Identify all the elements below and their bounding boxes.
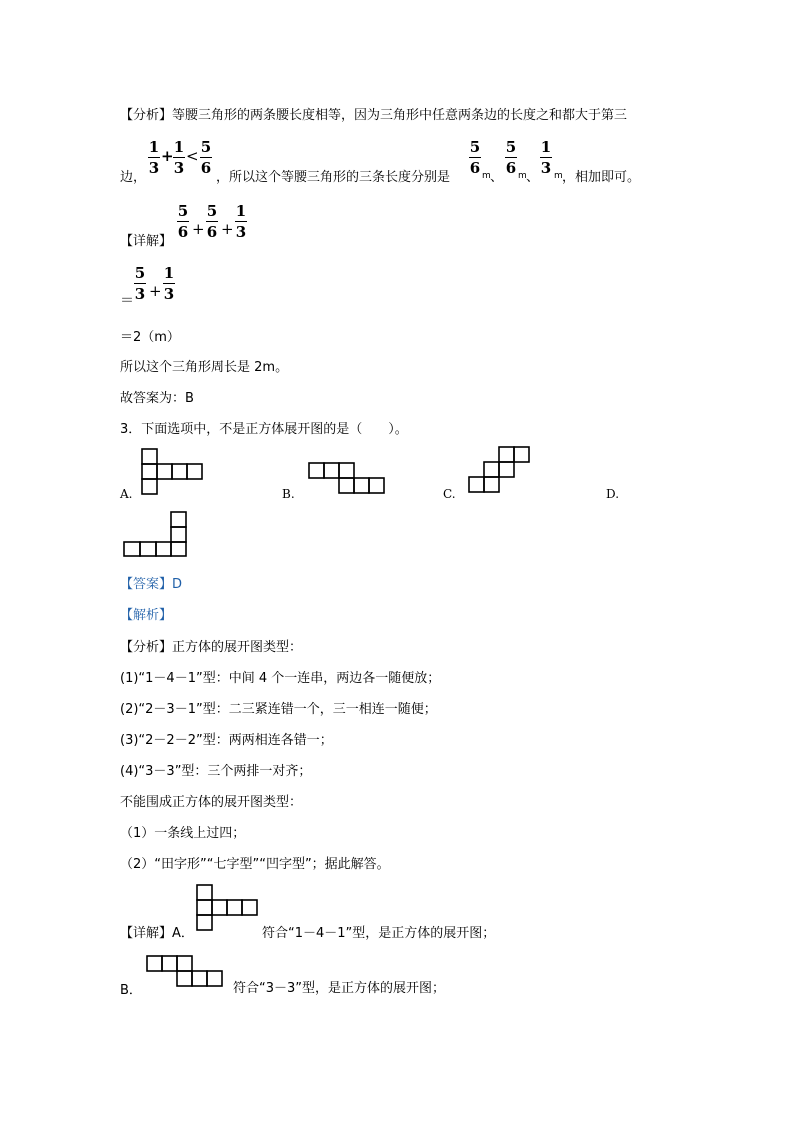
detail-fraction-3: 1 3 (235, 202, 247, 241)
detail-fraction-2: 5 6 (206, 202, 218, 241)
length-fraction-1: 5 6 (469, 138, 481, 177)
fraction-1-3-b: 1 3 (173, 138, 185, 177)
length-unit-1: m (482, 171, 491, 181)
type-item-4: (4)“3－3”型：三个两排一对齐； (120, 764, 312, 779)
type-item-1: (1)“1－4－1”型：中间 4 个一连串，两边各一随便放； (120, 671, 441, 686)
answer-label: 【答案】D (120, 577, 183, 592)
analysis-title: 【分析】正方体的展开图类型： (120, 640, 303, 655)
length-sep-2: 、 (526, 170, 540, 185)
detail-plus-2: + (221, 220, 234, 238)
type-item-2: (2)“2－3－1”型：二三紧连错一个，三一相连一随便； (120, 702, 437, 717)
length-unit-2: m (518, 171, 527, 181)
detail-a-label: 【详解】A． (120, 926, 194, 941)
option-d-label: D. (606, 487, 620, 501)
detail-plus-3: + (149, 282, 162, 300)
plus-sign: + (161, 147, 174, 165)
detail-result: ＝2（m） (120, 330, 180, 345)
length-unit-3: m (554, 171, 563, 181)
option-b-net-figure (308, 462, 388, 496)
length-fraction-2: 5 6 (505, 138, 517, 177)
option-b-label: B. (282, 487, 295, 501)
not-types-title: 不能围成正方体的展开图类型： (120, 795, 303, 810)
less-than-sign: < (186, 147, 199, 165)
detail-b-label: B． (120, 983, 142, 998)
option-a-label: A. (120, 487, 133, 501)
length-sep-1: 、 (490, 170, 504, 185)
detail-fraction-1: 5 6 (177, 202, 189, 241)
fraction-5-6: 5 6 (200, 138, 212, 177)
analysis-line-2-prefix: 边， (120, 170, 147, 185)
not-type-item-2: （2）“田字形”“七字型”“凹字型”；据此解答。 (120, 857, 390, 872)
option-d-net-figure (123, 511, 189, 557)
analysis-line-2-suffix: ，相加即可。 (562, 170, 641, 185)
detail-perimeter: 所以这个三角形周长是 2m。 (120, 360, 289, 375)
detail-b-net-figure (146, 955, 226, 989)
analysis-line-1: 【分析】等腰三角形的两条腰长度相等，因为三角形中任意两条边的长度之和都大于第三 (120, 108, 628, 123)
detail-b-text: 符合“3－3”型，是正方体的展开图； (233, 981, 446, 996)
detail-fraction-5: 1 3 (163, 264, 175, 303)
option-a-net-figure (141, 448, 205, 494)
jiexi-label: 【解析】 (120, 608, 173, 623)
detail-a-net-figure (196, 884, 260, 930)
detail-label: 【详解】 (120, 234, 173, 249)
fraction-1-3-a: 1 3 (148, 138, 160, 177)
question-3-stem: 3．下面选项中，不是正方体展开图的是（ ）。 (120, 422, 408, 437)
not-type-item-1: （1）一条线上过四； (120, 826, 246, 841)
detail-fraction-4: 5 3 (134, 264, 146, 303)
detail-a-text: 符合“1－4－1”型，是正方体的展开图； (262, 926, 496, 941)
type-item-3: (3)“2－2－2”型：两两相连各错一； (120, 733, 333, 748)
detail-answer: 故答案为：B (120, 391, 194, 406)
detail-equals: ＝ (120, 293, 134, 309)
option-c-net-figure (468, 446, 532, 494)
length-fraction-3: 1 3 (540, 138, 552, 177)
option-c-label: C. (443, 487, 456, 501)
detail-plus-1: + (192, 220, 205, 238)
analysis-line-2-mid: ，所以这个等腰三角形的三条长度分别是 (216, 170, 451, 185)
